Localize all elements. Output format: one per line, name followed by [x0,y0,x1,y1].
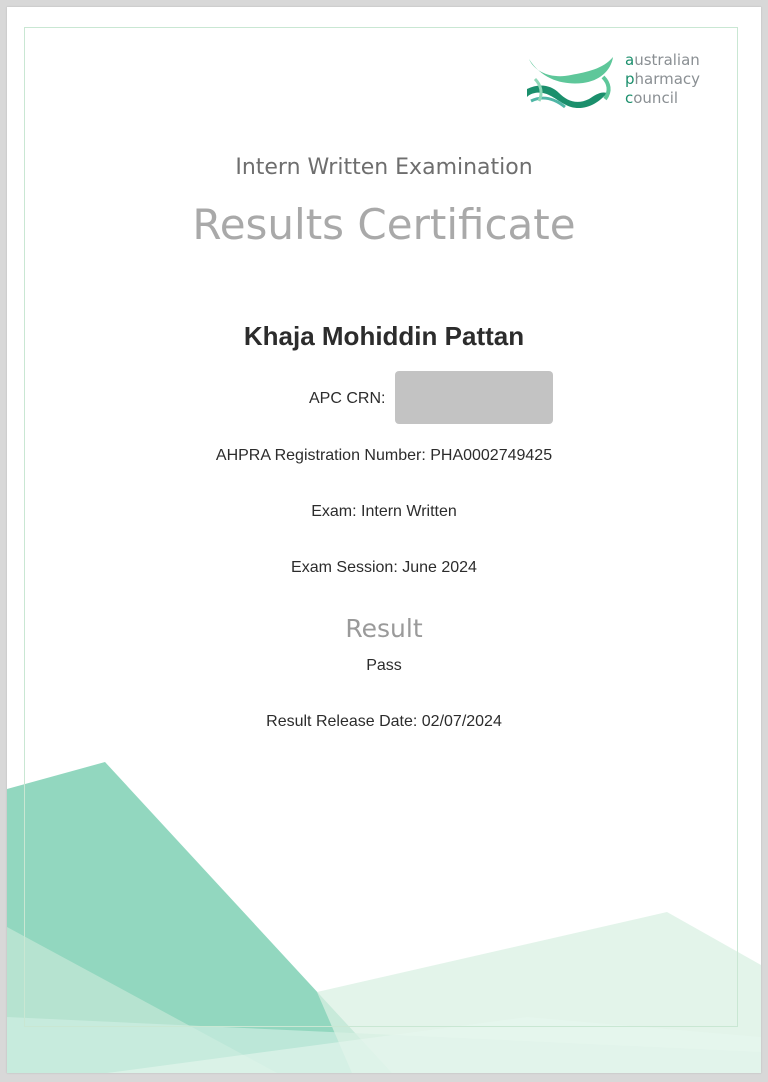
crn-label: APC CRN: [309,390,386,407]
certificate-page [7,7,761,1073]
ahpra-registration-number: AHPRA Registration Number: PHA0002749425 [215,447,553,464]
crn-row [7,369,761,425]
result-release-date: Result Release Date: 02/07/2024 [266,713,502,730]
apc-logo [525,49,735,115]
certificate-title: Results Certificate [192,200,576,249]
apc-wordmark: australian pharmacy council [625,51,701,107]
result-heading: Result [345,614,423,643]
exam-name: Exam: Intern Written [311,503,457,520]
result-value: Pass [366,657,402,674]
redacted-crn-box [395,371,553,424]
exam-type-heading: Intern Written Examination [235,155,533,180]
exam-session: Exam Session: June 2024 [291,559,477,576]
apc-swoosh-icon [525,49,617,111]
candidate-name: Khaja Mohiddin Pattan [243,321,525,351]
